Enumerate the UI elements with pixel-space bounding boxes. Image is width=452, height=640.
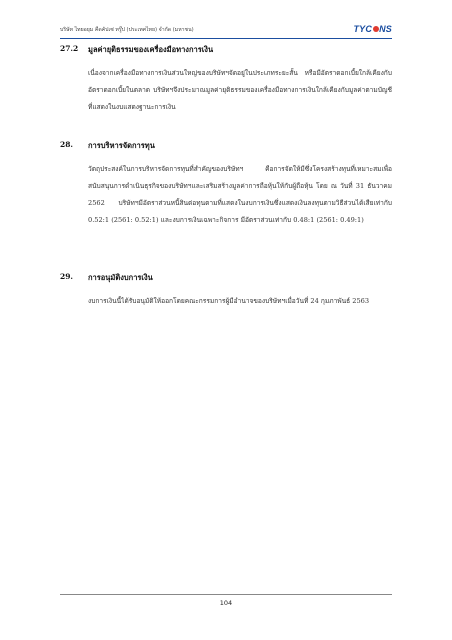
footer-rule [60,594,392,595]
section-heading [60,140,392,152]
logo-dot-icon [373,26,379,32]
section-number: 28. [60,140,74,149]
section-paragraph: เนื่องจากเครื่องมือทางการเงินส่วนใหญ่ของบริษัทฯจัดอยู่ในประเภทระยะสั้น หรือมีอัตราดอกเบี้ยใกล้เคียงกับอัตราดอกเบี้ยในตลาด บริษัทฯจึงประมาณมูลค่ายุติธรรมของเครื่องมือทางการเงินใกล้เคียงกับมูลค่าตามบัญชีที่แสดงในงบแสดงฐานะการเงิน [88,69,392,111]
section-title: มูลค่ายุติธรรมของเครื่องมือทางการเงิน [88,45,214,54]
section-capital-management [60,140,392,229]
section-heading [60,44,392,56]
tycons-logo [353,24,392,34]
section-paragraph: วัตถุประสงค์ในการบริหารจัดการทุนที่สำคัญของบริษัทฯ คือการจัดให้มีซึ่งโครงสร้างทุนที่เหมาะสมเพื่อสนับสนุนการดำเนินธุรกิจของบริษัทฯและเสริมสร้างมูลค่าการถือหุ้นให้กับผู้ถือหุ้น โดย ณ วันที่ 31 ธันวาคม 2562 บริษัทฯมีอัตราส่วนหนี้สินต่อทุนตามที่แสดงในงบการเงินซึ่งแสดงเงินลงทุนตามวิธีส่วนได้เสียเท่ากับ 0.52:1 (2561: 0.52:1) และงบการเงินเฉพาะกิจการ มีอัตราส่วนเท่ากับ 0.48:1 (2561: 0.49:1) [88,165,392,224]
logo-text-left: TYC [353,24,373,34]
section-number: 27.2 [60,44,79,53]
section-approval [60,272,392,310]
company-name: บริษัท ไทยอยุม คืดคัปเซ่ ทรู๊ป (ประเทศไทย) จำกัด (มหาชน) [60,27,194,33]
logo-text-right: NS [379,24,392,34]
section-number: 29. [60,272,74,281]
section-paragraph: งบการเงินนี้ได้รับอนุมัติให้ออกโดยคณะกรรมการผู้มีอำนาจของบริษัทฯเมื่อวันที่ 24 กุมภาพันธ์ 2563 [88,297,370,305]
header-rule [60,38,392,39]
page-number: 104 [219,599,233,607]
page-header [60,26,392,38]
section-fair-value [60,44,392,116]
section-title: การอนุมัติงบการเงิน [88,273,153,282]
section-title: การบริหารจัดการทุน [88,141,155,150]
section-heading [60,272,392,284]
